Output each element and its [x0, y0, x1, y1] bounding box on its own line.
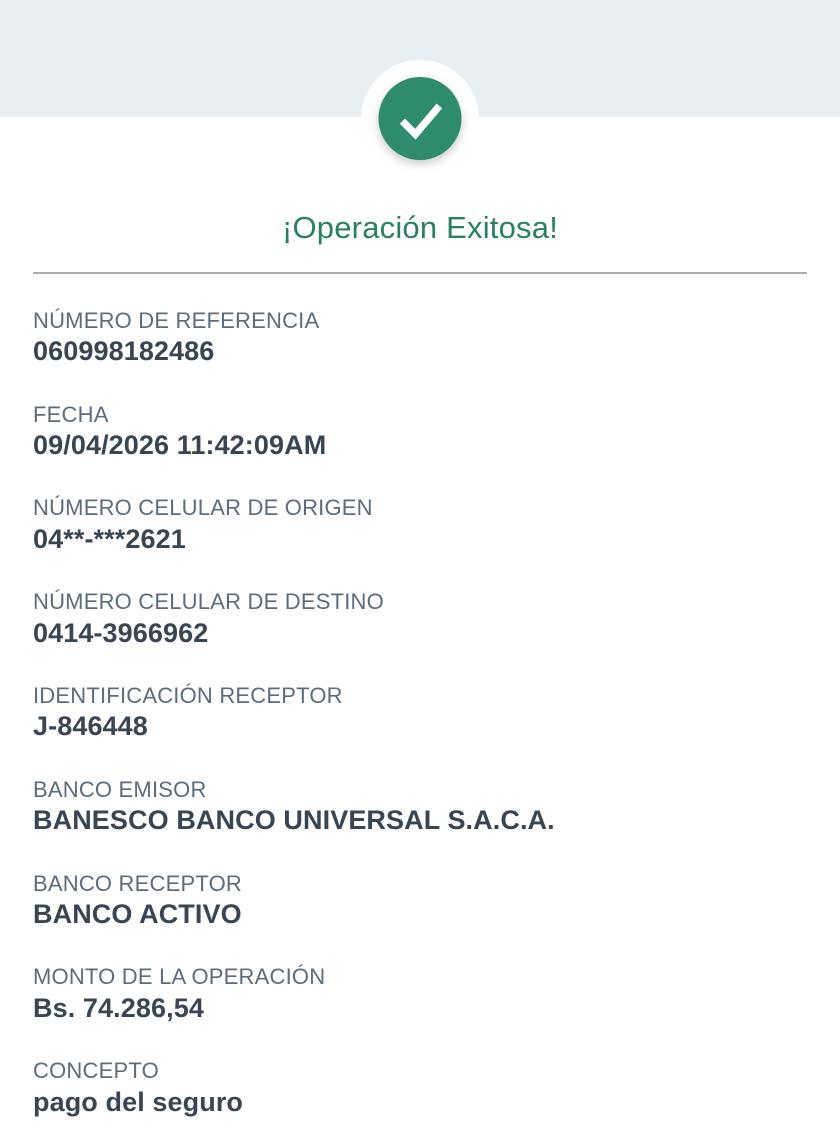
field-label: CONCEPTO — [33, 1058, 159, 1084]
field-value: 0414-3966962 — [33, 617, 209, 648]
success-title: ¡Operación Exitosa! — [281, 210, 559, 245]
field-value: pago del seguro — [33, 1086, 244, 1117]
field-value: 04**-***2621 — [33, 523, 186, 554]
field-label: NÚMERO CELULAR DE ORIGEN — [33, 495, 373, 521]
field-value: J-846448 — [33, 711, 148, 742]
divider — [33, 272, 807, 274]
field-label: BANCO RECEPTOR — [33, 870, 242, 896]
field-value: 060998182486 — [33, 336, 215, 367]
field-value: Bs. 74.286,54 — [33, 992, 204, 1023]
field-value: BANCO ACTIVO — [33, 899, 242, 930]
field-group-monto-operacion — [33, 963, 807, 1025]
field-label: NÚMERO DE REFERENCIA — [33, 307, 320, 333]
field-group-banco-receptor — [33, 870, 807, 932]
field-group-celular-origen — [33, 494, 807, 556]
field-group-fecha — [33, 401, 807, 463]
field-group-numero-referencia — [33, 307, 807, 369]
field-group-identificacion-receptor — [33, 682, 807, 744]
field-group-celular-destino — [33, 588, 807, 650]
field-label: MONTO DE LA OPERACIÓN — [33, 964, 326, 990]
header-band — [0, 0, 840, 117]
receipt-fields — [33, 307, 807, 1119]
field-label: NÚMERO CELULAR DE DESTINO — [33, 589, 384, 615]
field-group-banco-emisor — [33, 776, 807, 838]
field-label: FECHA — [33, 401, 109, 427]
field-value: BANESCO BANCO UNIVERSAL S.A.C.A. — [33, 805, 555, 836]
field-value: 09/04/2026 11:42:09AM — [33, 430, 327, 461]
field-group-concepto — [33, 1057, 807, 1119]
field-label: BANCO EMISOR — [33, 776, 207, 802]
field-label: IDENTIFICACIÓN RECEPTOR — [33, 682, 343, 708]
